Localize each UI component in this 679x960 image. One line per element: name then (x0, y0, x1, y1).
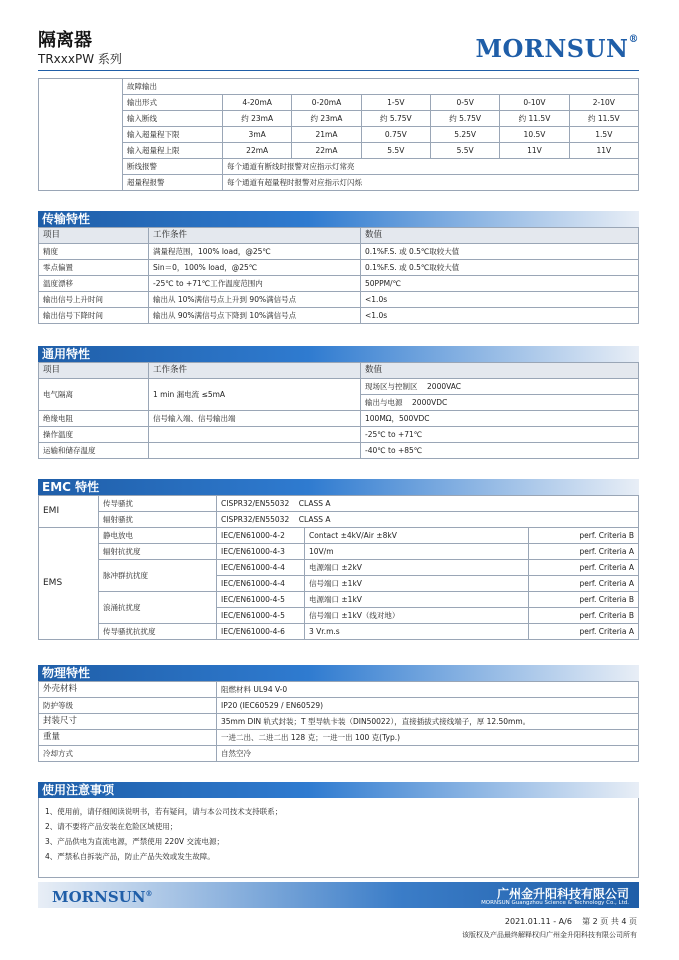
table-cell: IEC/EN61000-4-2 (217, 528, 305, 544)
table-cell: IEC/EN61000-4-4 (217, 576, 305, 592)
table-cell: 静电放电 (99, 528, 217, 544)
table-row (39, 379, 639, 395)
row-label: 输入超量程下限 (123, 127, 223, 143)
table-cell: 5.5V (430, 143, 499, 159)
table-cell: 传导骚扰 (99, 496, 217, 512)
table-row (39, 592, 639, 608)
table-row (39, 276, 639, 292)
table-cell: 辐射骚扰 (99, 512, 217, 528)
table-cell: perf. Criteria B (528, 528, 638, 544)
table-cell: 3 Vr.m.s (305, 624, 529, 640)
table-cell: 约 23mA (223, 111, 292, 127)
table-cell: 22mA (223, 143, 292, 159)
table-cell: CISPR32/EN55032 CLASS A (217, 496, 639, 512)
company-name-en: MORNSUN Guangzhou Science & Technology Co., Ltd. (481, 900, 629, 906)
table-row (39, 624, 639, 640)
table-cell: 0-10V (500, 95, 569, 111)
row-label: 超量程报警 (123, 175, 223, 191)
row-label: 输入超量程上限 (123, 143, 223, 159)
table-cell: 信号端口 ±1kV (305, 576, 529, 592)
table-cell: 约 11.5V (569, 111, 638, 127)
table-cell: 电气隔离 (39, 379, 149, 411)
table-cell: 温度漂移 (39, 276, 149, 292)
table-cell: 封装尺寸 (39, 714, 217, 730)
table-cell: IEC/EN61000-4-5 (217, 592, 305, 608)
general-table (38, 362, 639, 459)
table-cell: perf. Criteria A (528, 560, 638, 576)
emc-table (38, 495, 639, 640)
table-cell: 零点偏置 (39, 260, 149, 276)
table-row (39, 411, 639, 427)
row-label: 断线报警 (123, 159, 223, 175)
table-cell: 5.5V (361, 143, 430, 159)
table-cell: 信号输入端、信号输出端 (149, 411, 361, 427)
table-row (39, 308, 639, 324)
table-cell: 1 min 漏电流 ≤5mA (149, 379, 361, 411)
emi-label: EMI (39, 496, 99, 528)
table-row (39, 682, 639, 698)
table-row (39, 512, 639, 528)
table-cell: Contact ±4kV/Air ±8kV (305, 528, 529, 544)
table-cell: 约 23mA (292, 111, 361, 127)
table-cell: 外壳材料 (39, 682, 217, 698)
table-cell: 35mm DIN 轨式封装；T 型导轨卡装（DIN50022），直接插拔式接线端子，厚 12.50mm。 (217, 714, 639, 730)
table-row (39, 496, 639, 512)
table-cell: 精度 (39, 244, 149, 260)
column-header: 数值 (361, 363, 639, 379)
table-cell: IEC/EN61000-4-3 (217, 544, 305, 560)
column-header: 项目 (39, 228, 149, 244)
column-header: 项目 (39, 363, 149, 379)
table-cell: 一进二出、二进二出 128 克；一进一出 100 克(Typ.) (217, 730, 639, 746)
section-header-physical: 物理特性 (38, 665, 639, 681)
table-cell: 重量 (39, 730, 217, 746)
table-cell: 输出从 90%满信号点下降到 10%满信号点 (149, 308, 361, 324)
table-cell: <1.0s (361, 292, 639, 308)
table-cell: 电源端口 ±1kV (305, 592, 529, 608)
notes-list (38, 798, 639, 878)
date-page-info: 2021.01.11 - A/6 第 2 页 共 4 页 (504, 917, 637, 926)
table-cell: 0.75V (361, 127, 430, 143)
table-row (39, 427, 639, 443)
table-cell: -40℃ to +85℃ (361, 443, 639, 459)
table-row (39, 528, 639, 544)
table-cell: 运输和储存温度 (39, 443, 149, 459)
table-cell: IP20 (IEC60529 / EN60529) (217, 698, 639, 714)
list-item: 1、使用前，请仔细阅读说明书，若有疑问，请与本公司技术支持联系； (45, 807, 283, 816)
table-cell: 4-20mA (223, 95, 292, 111)
table-cell: 输出与电源 2000VDC (361, 395, 639, 411)
physical-table (38, 681, 639, 762)
table-cell: 输出从 10%满信号点上升到 90%满信号点 (149, 292, 361, 308)
table-cell: 约 11.5V (500, 111, 569, 127)
table-row (39, 443, 639, 459)
section-header-transfer: 传输特性 (38, 211, 639, 227)
table-row (39, 260, 639, 276)
table-cell: 50PPM/℃ (361, 276, 639, 292)
table-cell: Sin＝0，100% load，@25℃ (149, 260, 361, 276)
table-cell: 11V (569, 143, 638, 159)
table-cell: 阻燃材料 UL94 V-0 (217, 682, 639, 698)
table-cell: 输出信号上升时间 (39, 292, 149, 308)
table-cell: 1.5V (569, 127, 638, 143)
table-cell: 5.25V (430, 127, 499, 143)
table-row (39, 746, 639, 762)
table-cell: -25℃ to +71℃ (361, 427, 639, 443)
table-cell: perf. Criteria B (528, 592, 638, 608)
table-cell: 传导骚扰抗扰度 (99, 624, 217, 640)
table-row (39, 560, 639, 576)
table-cell: 10V/m (305, 544, 529, 560)
table-cell: IEC/EN61000-4-5 (217, 608, 305, 624)
section-header-emc: EMC 特性 (38, 479, 639, 495)
table-header-row (39, 228, 639, 244)
table-cell: 21mA (292, 127, 361, 143)
table-cell: 操作温度 (39, 427, 149, 443)
list-item: 2、请不要将产品安装在危险区域使用； (45, 822, 178, 831)
list-item: 3、产品供电为直流电源，严禁使用 220V 交流电源； (45, 837, 224, 846)
table-cell: 100MΩ，500VDC (361, 411, 639, 427)
table-row (39, 159, 639, 175)
table-cell: <1.0s (361, 308, 639, 324)
table-cell (149, 427, 361, 443)
table-cell: 0-20mA (292, 95, 361, 111)
column-header: 工作条件 (149, 363, 361, 379)
fault-output-label: 故障输出 (123, 79, 639, 95)
table-cell: 满量程范围，100% load，@25℃ (149, 244, 361, 260)
table-cell: 脉冲群抗扰度 (99, 560, 217, 592)
copyright-text: 该版权及产品最终解释权归广州金升阳科技有限公司所有 (462, 931, 637, 939)
table-cell: 电源端口 ±2kV (305, 560, 529, 576)
table-cell: 现场区与控制区 2000VAC (361, 379, 639, 395)
table-row (39, 714, 639, 730)
table-cell: 10.5V (500, 127, 569, 143)
table-cell: perf. Criteria B (528, 608, 638, 624)
column-header: 工作条件 (149, 228, 361, 244)
table-cell: 浪涌抗扰度 (99, 592, 217, 624)
brand-logo: MORNSUN® (475, 34, 639, 63)
table-row (39, 244, 639, 260)
table-row (39, 544, 639, 560)
table-cell: 11V (500, 143, 569, 159)
table-cell: 防护等级 (39, 698, 217, 714)
series-subtitle: TRxxxPW 系列 (38, 52, 122, 66)
table-cell: perf. Criteria A (528, 576, 638, 592)
row-label: 输入断线 (123, 111, 223, 127)
table-cell: 自然空冷 (217, 746, 639, 762)
table-row (39, 730, 639, 746)
table-cell: 辐射抗扰度 (99, 544, 217, 560)
table-row (39, 698, 639, 714)
ems-label: EMS (39, 528, 99, 640)
table-cell: 3mA (223, 127, 292, 143)
table-cell: perf. Criteria A (528, 624, 638, 640)
table-cell: 0-5V (430, 95, 499, 111)
table-row (39, 127, 639, 143)
table-row (39, 175, 639, 191)
table-row (39, 143, 639, 159)
table-cell: IEC/EN61000-4-6 (217, 624, 305, 640)
table-cell: IEC/EN61000-4-4 (217, 560, 305, 576)
table-cell: 2-10V (569, 95, 638, 111)
table-row (39, 292, 639, 308)
page-title: 隔离器 (38, 30, 92, 51)
table-cell: 0.1%F.S. 或 0.5℃取较大值 (361, 244, 639, 260)
table-cell: 信号端口 ±1kV（线对地） (305, 608, 529, 624)
table-cell: 约 5.75V (430, 111, 499, 127)
table-cell: 22mA (292, 143, 361, 159)
table-cell: CISPR32/EN55032 CLASS A (217, 512, 639, 528)
table-cell: 约 5.75V (361, 111, 430, 127)
table-row (39, 79, 639, 95)
table-row (39, 111, 639, 127)
column-header: 数值 (361, 228, 639, 244)
table-cell: perf. Criteria A (528, 544, 638, 560)
company-name: 广州金升阳科技有限公司 (496, 887, 629, 901)
section-header-notes: 使用注意事项 (38, 782, 639, 798)
transfer-table (38, 227, 639, 324)
fault-output-table (38, 78, 639, 191)
table-cell: 冷却方式 (39, 746, 217, 762)
row-label: 输出形式 (123, 95, 223, 111)
table-cell: 输出信号下降时间 (39, 308, 149, 324)
table-row (39, 95, 639, 111)
table-cell: 绝缘电阻 (39, 411, 149, 427)
table-cell (149, 443, 361, 459)
table-cell (39, 79, 123, 191)
table-cell: 每个通道有断线时报警对应指示灯常亮 (223, 159, 639, 175)
list-item: 4、严禁私自拆装产品，防止产品失效或发生故障。 (45, 852, 215, 861)
table-cell: 1-5V (361, 95, 430, 111)
header-divider (38, 70, 639, 71)
section-header-general: 通用特性 (38, 346, 639, 362)
table-cell: 0.1%F.S. 或 0.5℃取较大值 (361, 260, 639, 276)
table-cell: 每个通道有超量程时报警对应指示灯闪烁 (223, 175, 639, 191)
table-cell: -25℃ to +71℃工作温度范围内 (149, 276, 361, 292)
table-header-row (39, 363, 639, 379)
footer-logo: MORNSUN® (52, 888, 153, 906)
